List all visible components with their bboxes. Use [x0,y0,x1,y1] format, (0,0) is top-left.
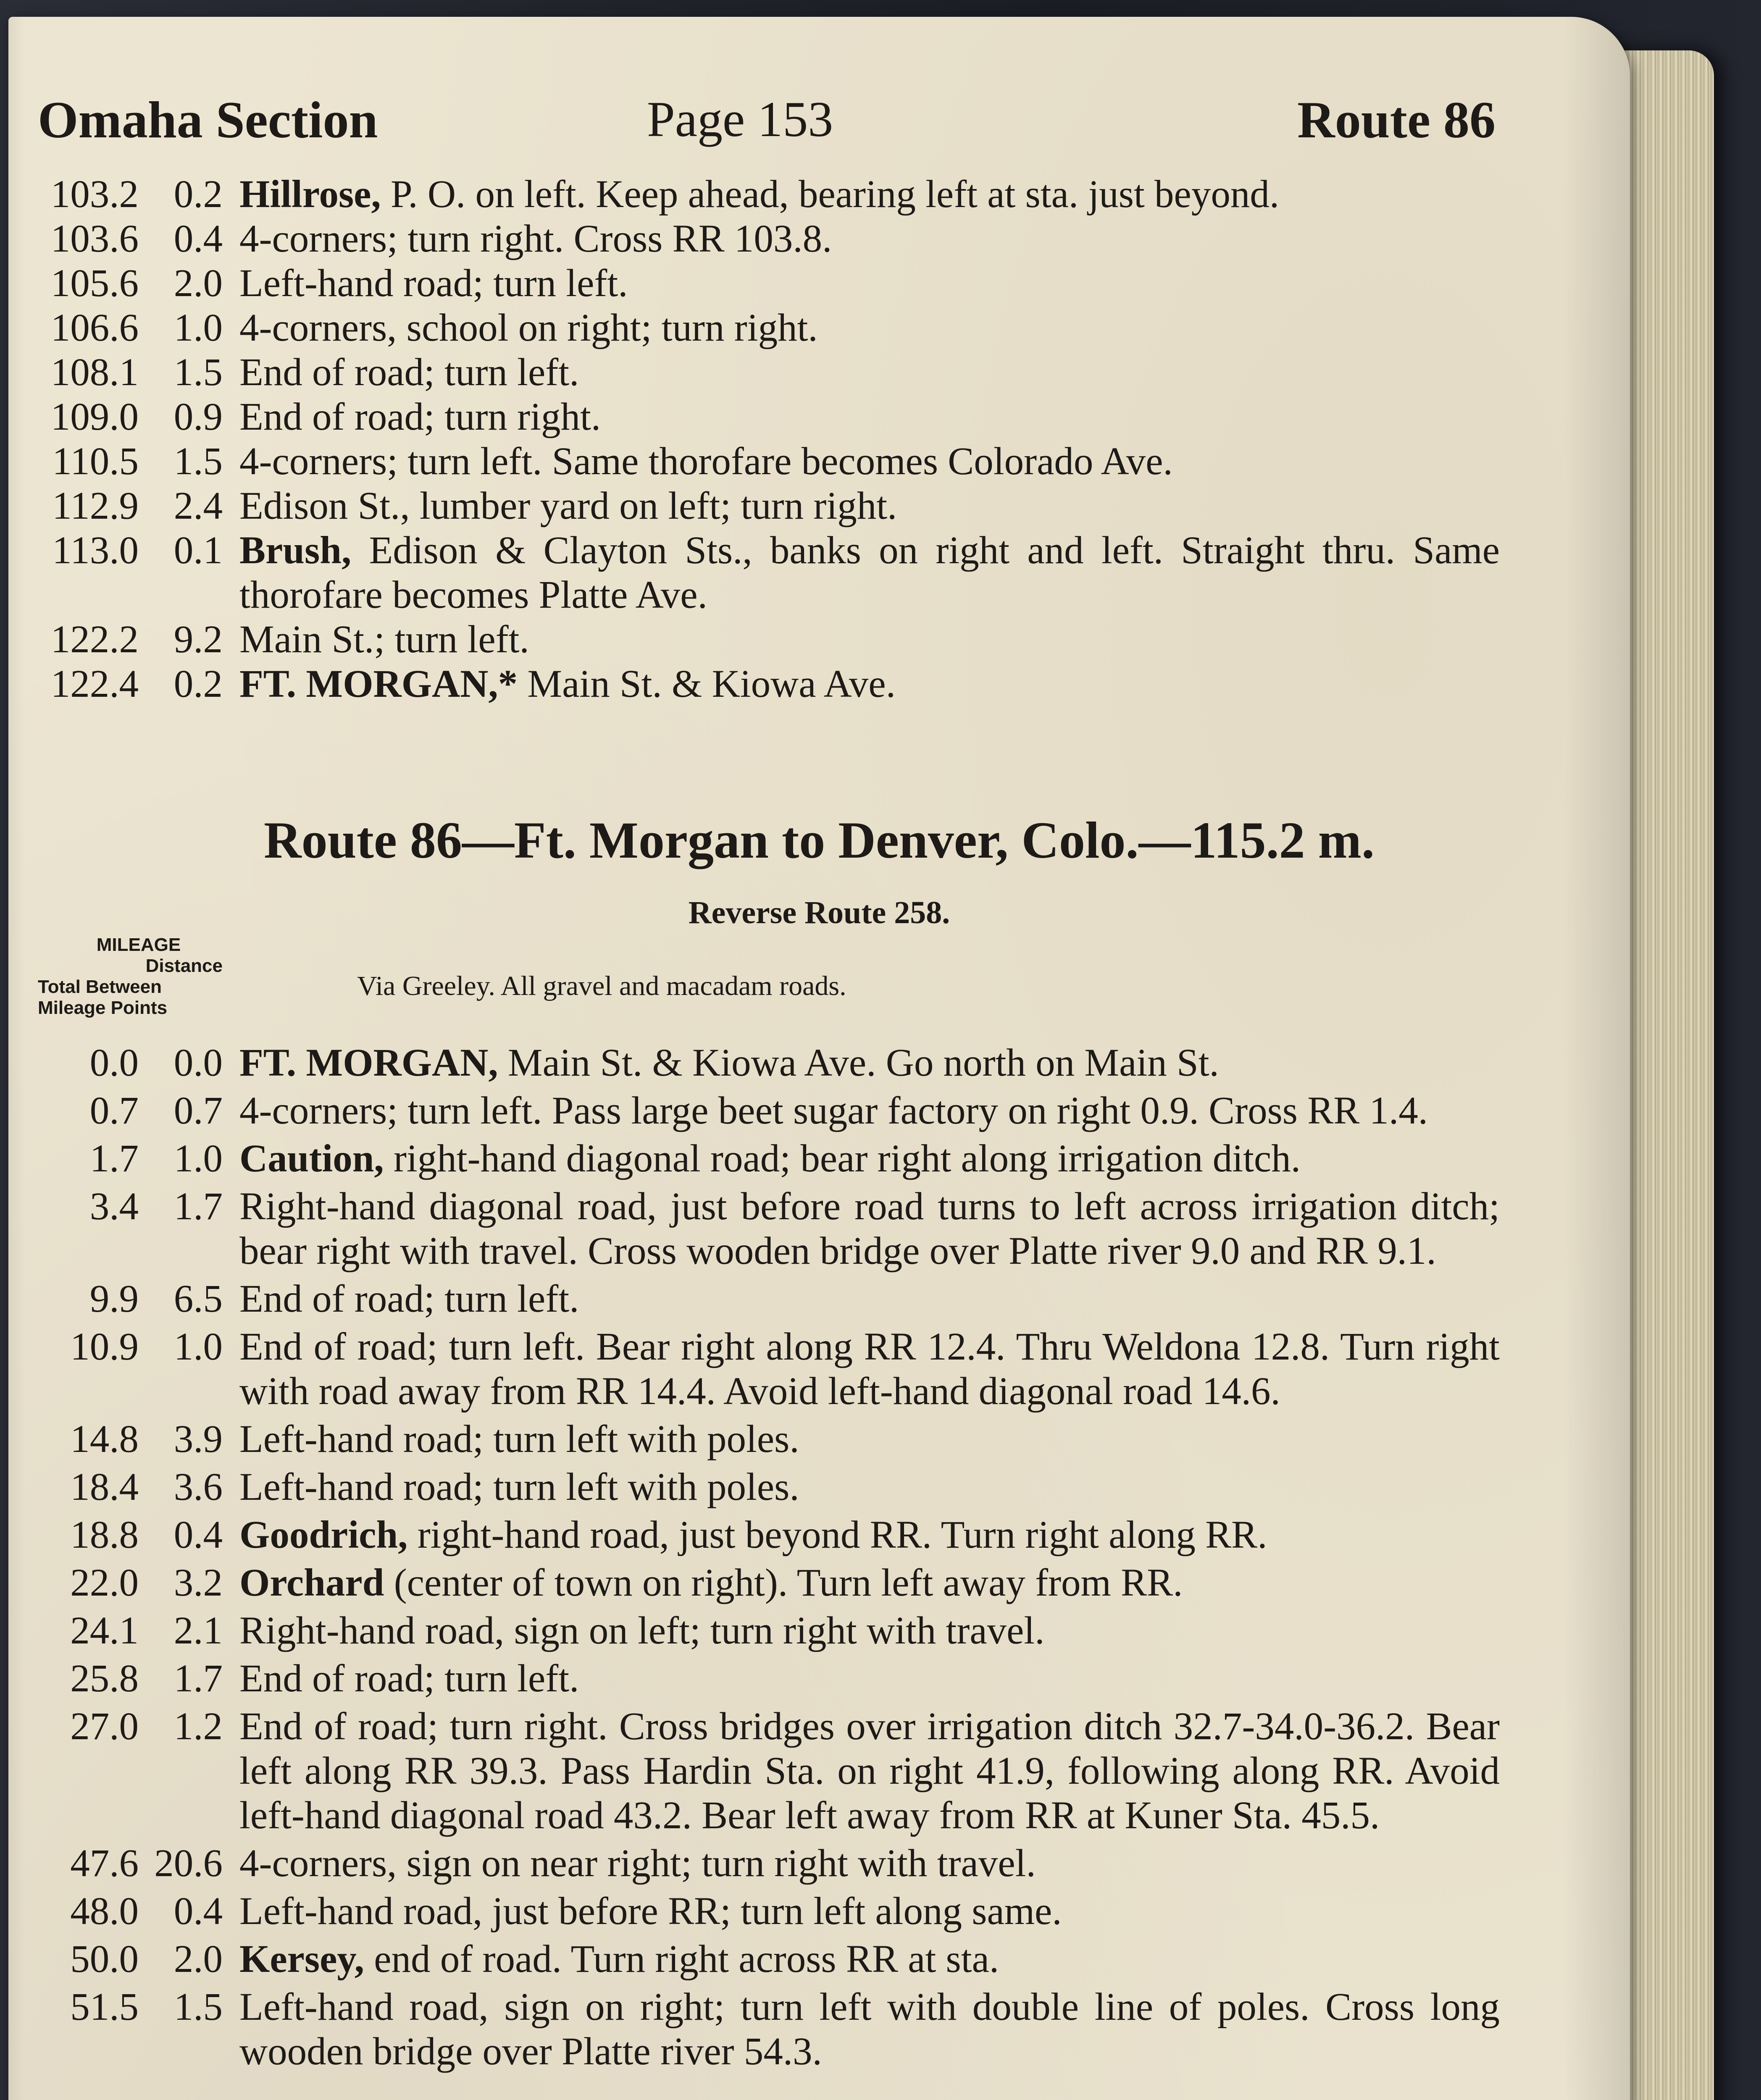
direction-text [239,261,1500,306]
total-mileage: 105.6 [50,262,139,305]
total-mileage: 103.2 [50,173,139,216]
distance-between: 0.2 [173,173,223,216]
route-entry [38,1417,1500,1462]
direction-text [239,1841,1500,1886]
direction-detail: right-hand diagonal road; bear right along irrigation ditch. [393,1137,1301,1180]
distance-between: 3.2 [173,1561,223,1604]
route-entry [38,1089,1500,1133]
total-mileage: 122.4 [50,662,139,706]
distance-between: 0.4 [173,1513,223,1557]
total-mileage: 108.1 [50,351,139,394]
route-entry [38,350,1500,395]
total-mileage: 1.7 [89,1137,139,1180]
distance-between: 2.0 [173,1937,223,1981]
route-entry [38,172,1500,217]
distance-between: 0.1 [173,529,223,572]
route-entry [38,1561,1500,1605]
distance-between: 1.0 [173,1137,223,1180]
total-mileage: 48.0 [70,1890,139,1933]
direction-detail: end of road. Turn right across RR at sta. [374,1937,999,1981]
distance-between: 1.0 [173,1325,223,1368]
reverse-route-note: Reverse Route 258. [688,895,950,930]
total-mileage: 47.6 [70,1842,139,1885]
mileage-total-between-label: Total Between [38,976,162,997]
route-entry [38,1704,1500,1838]
total-mileage: 112.9 [52,484,139,528]
total-mileage: 18.8 [70,1513,139,1557]
distance-between: 0.0 [173,1041,223,1084]
mileage-label: MILEAGE [96,934,181,955]
direction-detail: Edison St., lumber yard on left; turn right. [239,484,897,528]
direction-text [239,172,1500,217]
route-entry [38,261,1500,306]
mileage-column-header [38,934,239,1018]
total-mileage: 10.9 [70,1325,139,1368]
direction-detail: 4-corners; turn left. Pass large beet sugar factory on right 0.9. Cross RR 1.4. [239,1089,1428,1132]
distance-between: 0.9 [173,395,223,438]
place-name: Brush, [239,529,369,572]
direction-text [239,350,1500,395]
distance-between: 0.4 [173,1890,223,1933]
total-mileage: 22.0 [70,1561,139,1604]
route-entry [38,1041,1500,1085]
direction-detail: Left-hand road; turn left. [239,262,628,305]
direction-detail: P. O. on left. Keep ahead, bearing left at sta. just beyond. [390,173,1280,216]
direction-text [239,662,1500,706]
book-page [8,17,1630,2100]
direction-text [239,1937,1500,1982]
route-entry [38,306,1500,350]
direction-detail: End of road; turn left. [239,351,579,394]
distance-between: 3.6 [173,1465,223,1509]
total-mileage: 113.0 [52,529,139,572]
distance-between: 0.7 [173,1089,223,1132]
direction-detail: Right-hand diagonal road, just before road turns to left across irrigation ditch; bear right with travel. Cross wooden bridge over Platte river 9.0 and RR 9.1. [239,1185,1500,1273]
direction-text [239,1609,1500,1653]
distance-between: 1.5 [173,440,223,483]
direction-text [239,1184,1500,1273]
route-entry [38,1656,1500,1701]
place-name: Kersey, [239,1937,374,1981]
direction-text [239,439,1500,484]
route-entry [38,1889,1500,1934]
direction-detail: 4-corners; turn right. Cross RR 103.8. [239,217,832,260]
route-entry [38,1137,1500,1181]
route-entry [38,1841,1500,1886]
direction-text [239,617,1500,662]
route-entry [38,217,1500,261]
route-entry [38,617,1500,662]
distance-between: 0.4 [173,217,223,260]
route-entry [38,1985,1500,2074]
route-entry [38,1513,1500,1557]
total-mileage: 51.5 [70,1985,139,2029]
distance-between: 1.7 [173,1657,223,1700]
total-mileage: 25.8 [70,1657,139,1700]
mileage-distance-label: Distance [145,956,223,976]
direction-detail: Main St.; turn left. [239,618,529,661]
total-mileage: 27.0 [70,1705,139,1748]
direction-detail: Left-hand road, just before RR; turn left along same. [239,1890,1062,1933]
direction-text [239,1656,1500,1701]
route-entry [38,484,1500,528]
route-title: Route 86—Ft. Morgan to Denver, Colo.—115.2 m. [264,811,1375,869]
place-name: Hillrose, [239,173,391,216]
place-name: Caution, [239,1137,394,1180]
distance-between: 1.5 [173,351,223,394]
total-mileage: 3.4 [89,1185,139,1228]
direction-text [239,1513,1500,1557]
distance-between: 1.0 [173,306,223,349]
direction-detail: End of road; turn right. Cross bridges over irrigation ditch 32.7-34.0-36.2. Bear left along RR 39.3. Pass Hardin Sta. on right 41.9, following along RR. Avoid left-hand diagonal road 43.2. Bear left away from RR at Kuner Sta. 45.5. [239,1705,1500,1837]
direction-detail: Main St. & Kiowa Ave. Go north on Main St. [507,1041,1219,1084]
distance-between: 2.0 [173,262,223,305]
direction-detail: End of road; turn left. Bear right along RR 12.4. Thru Weldona 12.8. Turn right with road away from RR 14.4. Avoid left-hand diagonal road 14.6. [239,1325,1500,1413]
direction-text [239,1704,1500,1838]
distance-between: 2.1 [173,1609,223,1652]
distance-between: 20.6 [154,1842,223,1885]
route-entry [38,1609,1500,1653]
direction-detail: 4-corners, school on right; turn right. [239,306,818,349]
direction-text [239,528,1500,617]
distance-between: 1.2 [173,1705,223,1748]
direction-text [239,1089,1500,1133]
route-entry [38,662,1500,706]
distance-between: 1.5 [173,1985,223,2029]
total-mileage: 0.0 [89,1041,139,1084]
route-entry [38,1937,1500,1982]
distance-between: 1.7 [173,1185,223,1228]
page-number: Page 153 [647,91,833,147]
direction-text [239,1277,1500,1321]
distance-between: 6.5 [173,1277,223,1320]
direction-text [239,306,1500,350]
direction-detail: Main St. & Kiowa Ave. [527,662,896,706]
section-title: Omaha Section [38,91,378,149]
total-mileage: 106.6 [50,306,139,349]
direction-detail: End of road; turn left. [239,1277,579,1320]
distance-between: 9.2 [173,618,223,661]
direction-text [239,484,1500,528]
total-mileage: 110.5 [52,440,139,483]
direction-text [239,217,1500,261]
total-mileage: 122.2 [50,618,139,661]
route-entry [38,395,1500,439]
route-entry [38,439,1500,484]
place-name: FT. MORGAN, [239,1041,508,1084]
direction-detail: Left-hand road, sign on right; turn left with double line of poles. Cross long wooden bridge over Platte river 54.3. [239,1985,1500,2073]
direction-detail: Left-hand road; turn left with poles. [239,1465,799,1509]
distance-between: 2.4 [173,484,223,528]
direction-detail: End of road; turn right. [239,395,601,438]
route-log [38,1037,1500,2074]
mileage-points-label: Mileage Points [38,998,168,1018]
direction-detail: 4-corners, sign on near right; turn right with travel. [239,1842,1036,1885]
route-entry [38,1277,1500,1321]
place-name: FT. MORGAN,* [239,662,528,706]
total-mileage: 50.0 [70,1937,139,1981]
route-number: Route 86 [1297,91,1496,149]
direction-text [239,1561,1500,1605]
direction-detail: (center of town on right). Turn left away from RR. [394,1561,1183,1604]
route-entry [38,528,1500,617]
total-mileage: 9.9 [89,1277,139,1320]
route-entry [38,1325,1500,1414]
direction-detail: Right-hand road, sign on left; turn right with travel. [239,1609,1045,1652]
direction-detail: right-hand road, just beyond RR. Turn right along RR. [417,1513,1267,1557]
direction-detail: Left-hand road; turn left with poles. [239,1418,799,1461]
direction-text [239,1041,1500,1085]
route-via-note: Via Greeley. All gravel and macadam roads. [357,971,846,1001]
route-entry [38,1184,1500,1273]
direction-detail: 4-corners; turn left. Same thorofare becomes Colorado Ave. [239,440,1173,483]
total-mileage: 18.4 [70,1465,139,1509]
direction-text [239,1889,1500,1934]
direction-detail: End of road; turn left. [239,1657,579,1700]
direction-text [239,1985,1500,2074]
direction-text [239,1417,1500,1462]
total-mileage: 0.7 [89,1089,139,1132]
direction-text [239,1325,1500,1414]
total-mileage: 109.0 [50,395,139,438]
direction-text [239,395,1500,439]
total-mileage: 24.1 [70,1609,139,1652]
total-mileage: 103.6 [50,217,139,260]
direction-text [239,1465,1500,1509]
place-name: Goodrich, [239,1513,418,1557]
total-mileage: 14.8 [70,1418,139,1461]
distance-between: 3.9 [173,1418,223,1461]
route-entry [38,1465,1500,1509]
page-header [38,90,1496,153]
distance-between: 0.2 [173,662,223,706]
direction-text [239,1137,1500,1181]
place-name: Orchard [239,1561,394,1604]
continued-route-log [38,172,1500,706]
direction-detail: Edison & Clayton Sts., banks on right and left. Straight thru. Same thorofare becomes Platte Ave. [239,529,1500,617]
